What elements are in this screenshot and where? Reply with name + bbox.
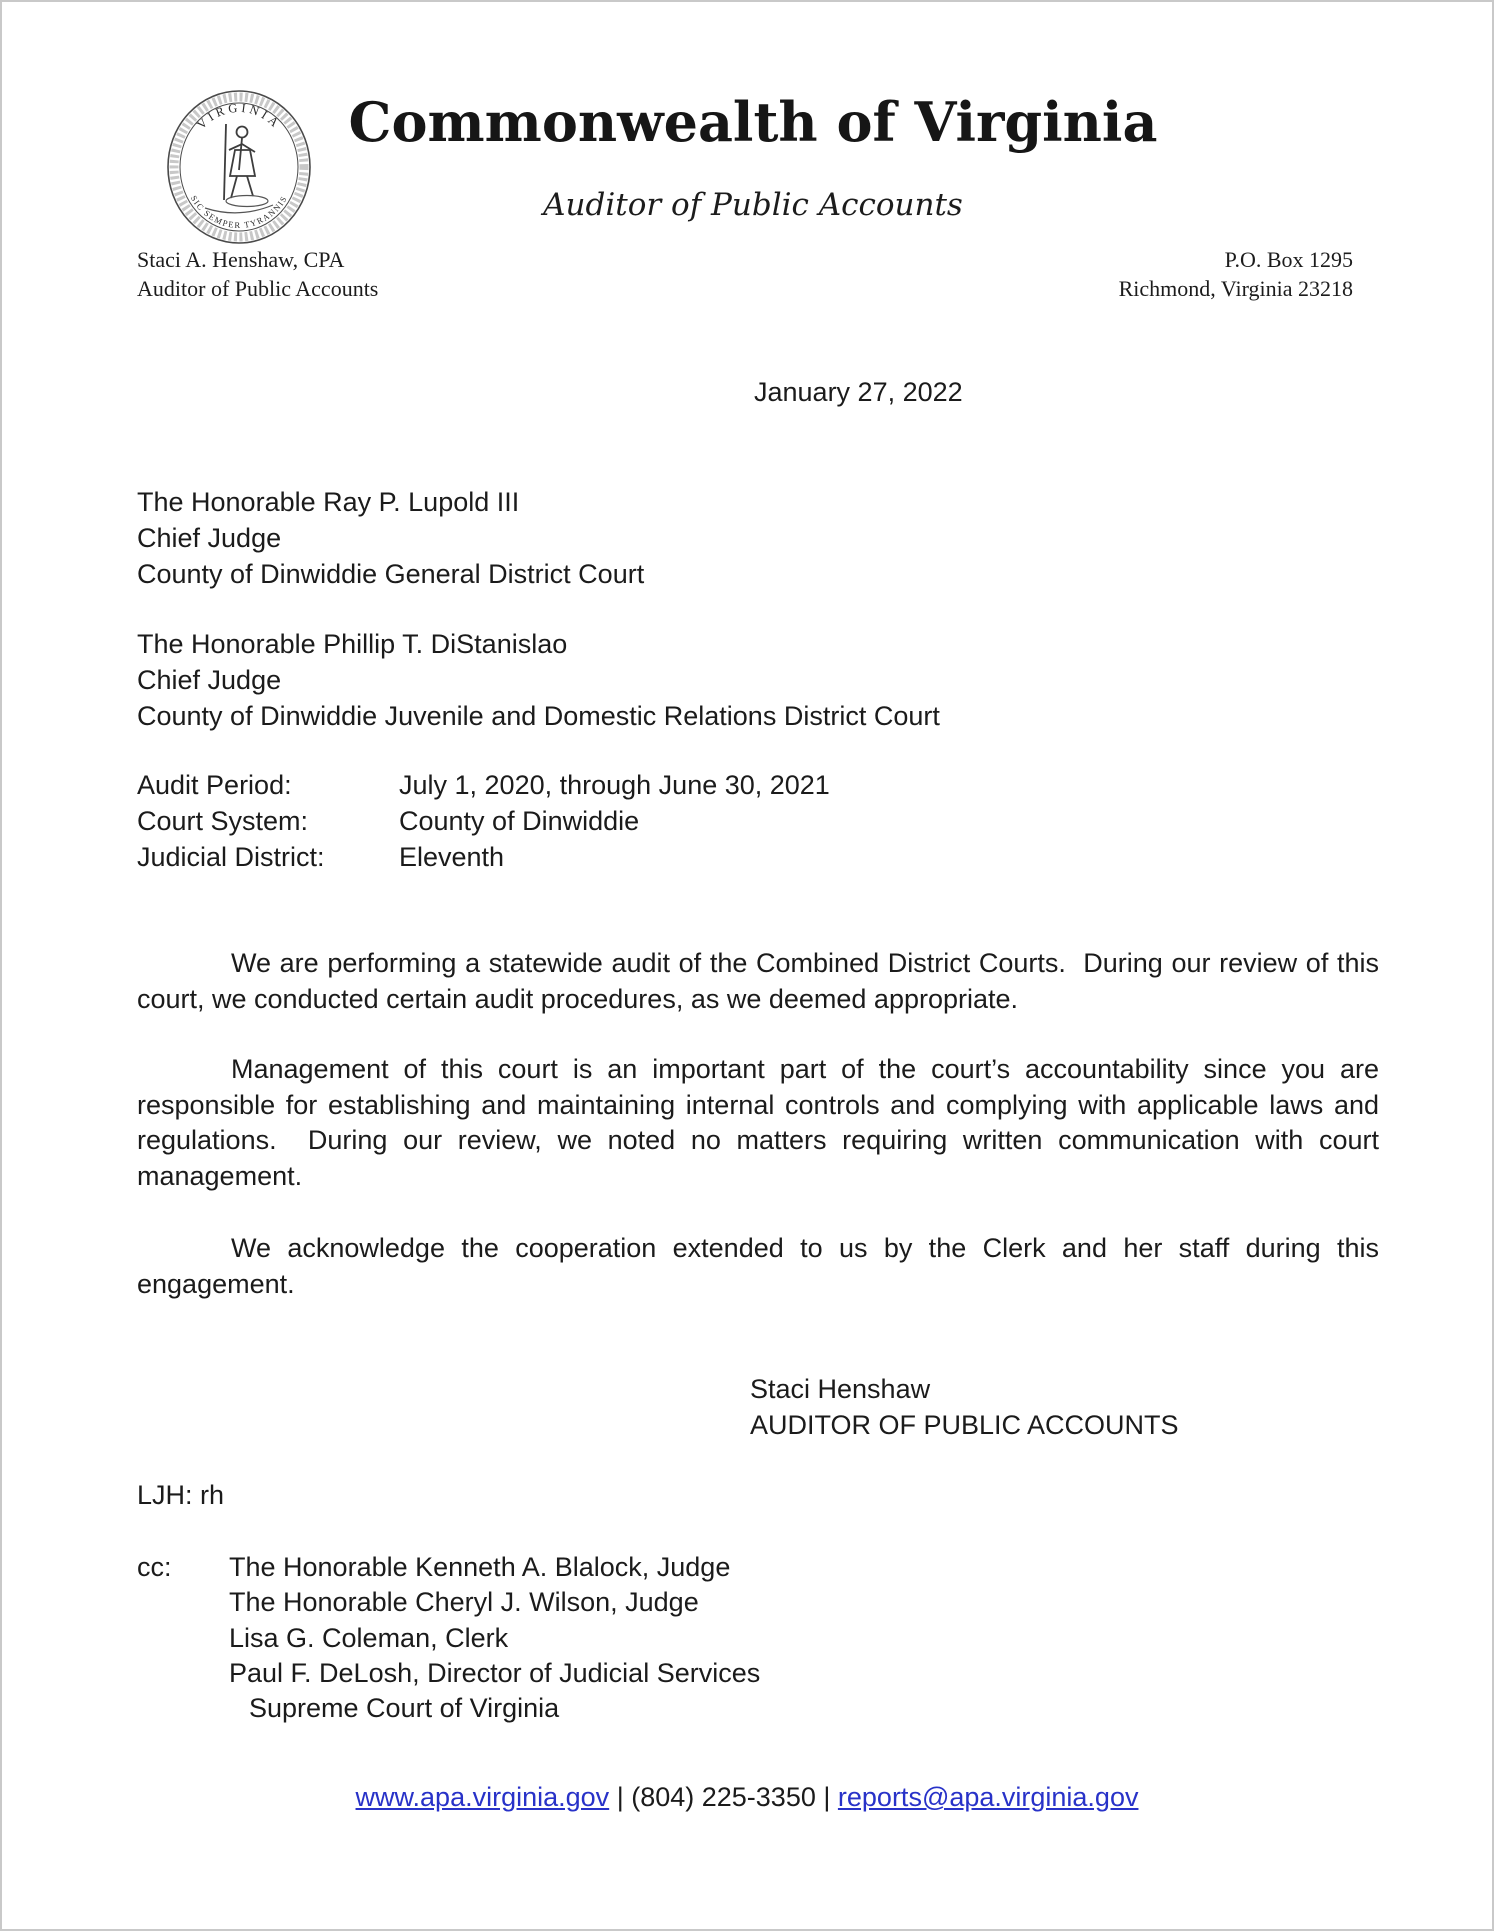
signer-title: AUDITOR OF PUBLIC ACCOUNTS bbox=[750, 1409, 1179, 1440]
org-subtitle: Auditor of Public Accounts bbox=[543, 187, 963, 223]
auditor-name: Staci A. Henshaw, CPA bbox=[137, 247, 345, 272]
detail-label: Audit Period: bbox=[137, 770, 292, 800]
paragraph-audit-statement: We are performing a statewide audit of the Combined District Courts. During our review of this court, we conducted certain audit procedures, as we deemed appropriate. bbox=[137, 948, 1387, 1014]
office-address-block bbox=[1119, 245, 1353, 303]
detail-value: Eleventh bbox=[399, 842, 505, 872]
cc-item: The Honorable Kenneth A. Blalock, Judge bbox=[229, 1552, 731, 1582]
footer-contact-line bbox=[2, 1779, 1492, 1815]
cc-list bbox=[229, 1550, 760, 1726]
recipient-court: County of Dinwiddie Juvenile and Domestic Relations District Court bbox=[137, 701, 940, 731]
signer-name: Staci Henshaw bbox=[750, 1374, 931, 1404]
letter-date: January 27, 2022 bbox=[754, 377, 963, 407]
signature-block bbox=[750, 1372, 1179, 1443]
recipient-block-2 bbox=[137, 626, 940, 734]
cc-item: The Honorable Cheryl J. Wilson, Judge bbox=[229, 1587, 699, 1618]
footer-separator: | bbox=[823, 1782, 831, 1812]
footer-phone: (804) 225-3350 bbox=[631, 1782, 816, 1812]
audit-details bbox=[137, 767, 830, 875]
seal-top-text: VIRGINIA bbox=[194, 100, 284, 132]
recipient-block-1 bbox=[137, 484, 644, 592]
detail-value: July 1, 2020, through June 30, 2021 bbox=[399, 770, 830, 800]
auditor-title: Auditor of Public Accounts bbox=[137, 276, 379, 301]
detail-row-judicial-district bbox=[137, 839, 830, 875]
seal-bottom-text: SIC SEMPER TYRANNIS bbox=[188, 193, 290, 231]
reference-initials: LJH: rh bbox=[137, 1480, 225, 1510]
auditor-contact-block bbox=[137, 245, 378, 303]
cc-item-suborg: Supreme Court of Virginia bbox=[249, 1693, 560, 1724]
recipient-name: The Honorable Phillip T. DiStanislao bbox=[137, 629, 568, 659]
recipient-name: The Honorable Ray P. Lupold III bbox=[137, 487, 520, 517]
cc-item: Paul F. DeLosh, Director of Judicial Services bbox=[229, 1657, 761, 1688]
website-link[interactable]: www.apa.virginia.gov bbox=[355, 1782, 610, 1812]
detail-label: Court System: bbox=[137, 806, 309, 836]
cc-label: cc: bbox=[137, 1552, 172, 1582]
paragraph-management-responsibility: Management of this court is an important part of the court’s accountability since you are responsible for establishing and maintaining internal controls and complying with applicable laws and regulations. During our review, we noted no matters requiring written communication with court management. bbox=[137, 1054, 1387, 1192]
paragraph-acknowledgement: We acknowledge the cooperation extended to us by the Clerk and her staff during this engagement. bbox=[137, 1233, 1387, 1299]
recipient-court: County of Dinwiddie General District Court bbox=[137, 559, 645, 589]
cc-item: Lisa G. Coleman, Clerk bbox=[229, 1622, 509, 1653]
detail-label: Judicial District: bbox=[137, 842, 325, 872]
virginia-state-seal-icon bbox=[165, 88, 313, 251]
cc-block bbox=[137, 1550, 760, 1726]
detail-row-audit-period bbox=[137, 767, 830, 803]
detail-row-court-system bbox=[137, 803, 830, 839]
recipient-title: Chief Judge bbox=[137, 523, 282, 553]
address-po-box: P.O. Box 1295 bbox=[1224, 247, 1353, 272]
address-city: Richmond, Virginia 23218 bbox=[1118, 276, 1353, 301]
org-title: Commonwealth of Virginia bbox=[348, 90, 1158, 154]
footer-separator: | bbox=[616, 1782, 624, 1812]
email-link[interactable]: reports@apa.virginia.gov bbox=[837, 1782, 1139, 1812]
detail-value: County of Dinwiddie bbox=[399, 806, 640, 836]
recipient-title: Chief Judge bbox=[137, 665, 282, 695]
